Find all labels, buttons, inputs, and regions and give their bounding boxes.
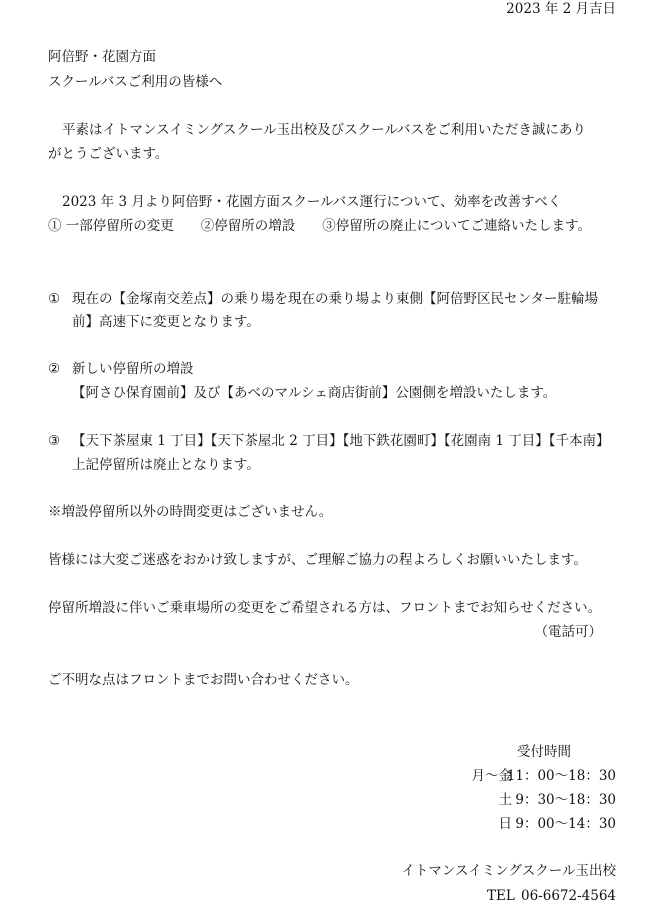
- hours-title: 受付時間: [517, 744, 571, 760]
- greeting-line-1: 平素はイトマンスイミングスクール玉出校及びスクールバスをご利用いただき誠にあり: [62, 122, 586, 138]
- tel-number: 06-6672-4564: [520, 888, 616, 904]
- request-phone-ok: （電話可）: [534, 624, 602, 640]
- item-1-number: ①: [48, 291, 61, 307]
- hours-time: 11：00～18：30: [506, 768, 616, 784]
- hours-day: 月～金: [471, 768, 512, 784]
- item-1-line-2: 前】高速下に変更となります。: [72, 314, 260, 330]
- issue-date: 2023 年 2 月吉日: [506, 1, 616, 17]
- recipient-audience: スクールバスご利用の皆様へ: [48, 74, 223, 90]
- hours-day: 日: [498, 816, 512, 832]
- item-2-line-1: 新しい停留所の増設: [72, 361, 194, 377]
- hours-row: [440, 815, 616, 833]
- intro-line-2: ① 一部停留所の変更 ②停留所の増設 ③停留所の廃止についてご連絡いたします。: [48, 218, 591, 234]
- item-3-number: ③: [48, 433, 61, 449]
- schedule-note: ※増設停留所以外の時間変更はございません。: [48, 504, 333, 520]
- hours-row: [440, 791, 616, 809]
- tel-label: TEL: [487, 888, 515, 904]
- item-2-line-2: 【阿さひ保育園前】及び【あべのマルシェ商店街前】公園側を増設いたします。: [72, 385, 557, 401]
- hours-time: 9：30～18：30: [515, 792, 616, 808]
- intro-line-1: 2023 年 3 月より阿倍野・花園方面スクールバス運行について、効率を改善すべく: [62, 194, 562, 210]
- hours-row: [440, 767, 616, 785]
- request-line-1: 停留所増設に伴いご乗車場所の変更をご希望される方は、フロントまでお知らせください。: [48, 600, 602, 616]
- apology-text: 皆様には大変ご迷惑をおかけ致しますが、ご理解ご協力の程よろしくお願いいたします。: [48, 552, 587, 568]
- recipient-area: 阿倍野・花園方面: [48, 49, 156, 65]
- item-3-line-1: 【天下茶屋東 1 丁目】【天下茶屋北 2 丁目】【地下鉄花園町】【花園南 1 丁目】【千本南】: [72, 433, 610, 449]
- item-3-line-2: 上記停留所は廃止となります。: [72, 457, 260, 473]
- school-name: イトマンスイミングスクール玉出校: [401, 863, 616, 879]
- inquiry-text: ご不明な点はフロントまでお問い合わせください。: [48, 672, 359, 688]
- hours-day: 土: [498, 792, 512, 808]
- item-1-line-1: 現在の【金塚南交差点】の乗り場を現在の乗り場より東側【阿倍野区民センター駐輪場: [72, 291, 598, 307]
- greeting-line-2: がとうございます。: [48, 146, 169, 162]
- item-2-number: ②: [48, 361, 61, 377]
- hours-time: 9：00～14：30: [515, 816, 616, 832]
